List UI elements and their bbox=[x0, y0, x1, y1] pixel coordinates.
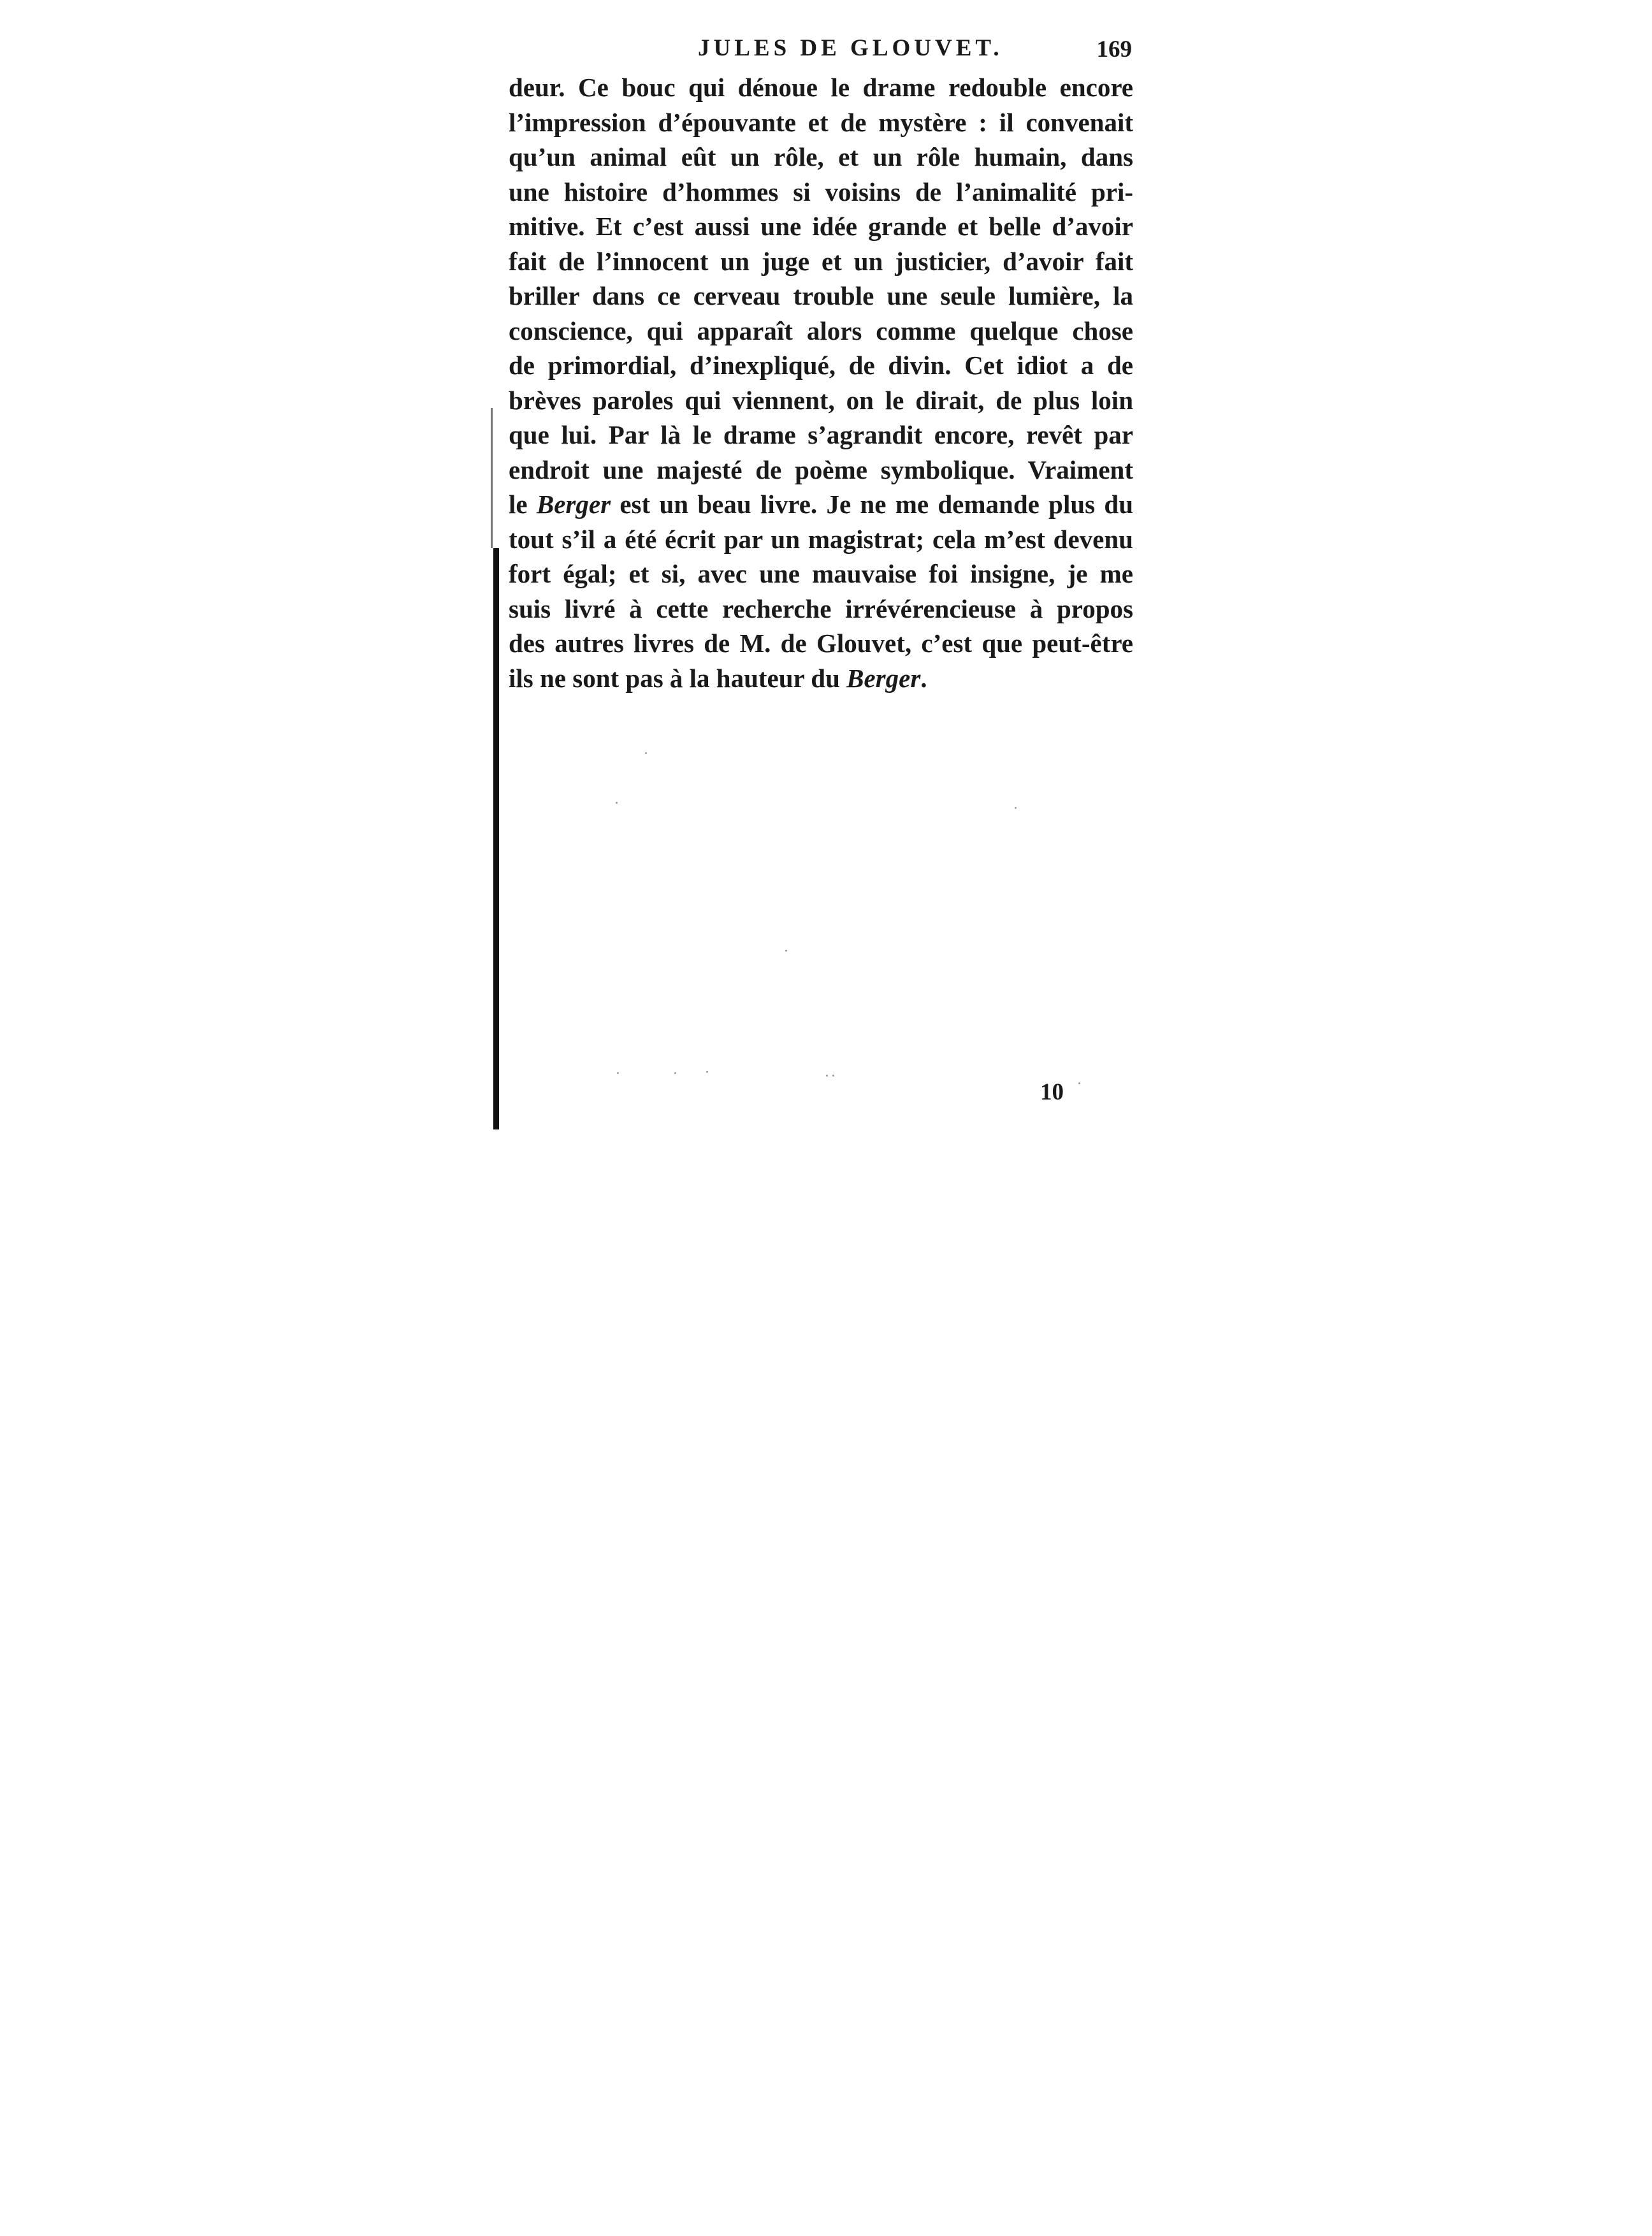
text-line-last bbox=[509, 661, 1133, 696]
text-line: deur. Ce bouc qui dénoue le drame redouble encore bbox=[509, 73, 1133, 102]
paper-speck bbox=[1015, 807, 1017, 809]
text-run: est un beau livre. Je ne me demande plus du bbox=[611, 490, 1133, 519]
paper-speck bbox=[616, 802, 618, 804]
italic-title: Berger bbox=[536, 490, 611, 519]
text-line: fort égal; et si, avec une mauvaise foi insigne, je me bbox=[509, 559, 1133, 588]
text-line: brèves paroles qui viennent, on le dirait, de plus loin bbox=[509, 385, 1133, 415]
text-line: endroit une majesté de poème symbolique. Vraiment bbox=[509, 454, 1133, 484]
signature-mark: 10 bbox=[1040, 1079, 1064, 1105]
text-line: l’impression d’épouvante et de mystère : il convenait bbox=[509, 107, 1133, 137]
text-line bbox=[509, 487, 1133, 522]
paper-speck bbox=[826, 1075, 828, 1077]
text-line: mitive. Et c’est aussi une idée grande et belle d’avoir bbox=[509, 212, 1133, 241]
text-line: de primordial, d’inexpliqué, de divin. Cet idiot a de bbox=[509, 351, 1133, 380]
text-line: suis livré à cette recherche irrévérencieuse à propos bbox=[509, 593, 1133, 623]
text-line: conscience, qui apparaît alors comme quelque chose bbox=[509, 316, 1133, 345]
running-title: JULES DE GLOUVET. bbox=[698, 35, 1003, 61]
text-line: que lui. Par là le drame s’agrandit encore, revêt par bbox=[509, 420, 1133, 449]
binding-edge-rule bbox=[493, 548, 499, 1129]
running-head bbox=[510, 34, 1147, 73]
paper-speck bbox=[674, 1072, 676, 1074]
paper-speck bbox=[706, 1071, 708, 1073]
paper-speck bbox=[1078, 1082, 1080, 1084]
page-number: 169 bbox=[1096, 36, 1132, 62]
text-line: fait de l’innocent un juge et un justicier, d’avoir fait bbox=[509, 246, 1133, 276]
paper-speck bbox=[785, 950, 787, 952]
text-line: des autres livres de M. de Glouvet, c’est que peut-être bbox=[509, 628, 1133, 658]
text-run: ils ne sont pas à la hauteur du bbox=[509, 663, 847, 693]
paper-speck bbox=[832, 1075, 834, 1077]
paper-speck bbox=[645, 752, 647, 754]
text-line: briller dans ce cerveau trouble une seule lumière, la bbox=[509, 281, 1133, 310]
text-line: qu’un animal eût un rôle, et un rôle humain, dans bbox=[509, 142, 1133, 171]
body-paragraph bbox=[509, 70, 1133, 695]
paper-speck bbox=[617, 1072, 619, 1074]
binding-edge-shadow bbox=[491, 408, 493, 548]
text-run: le bbox=[509, 490, 537, 519]
text-run: . bbox=[920, 663, 927, 693]
italic-title: Berger bbox=[846, 663, 921, 693]
text-line: une histoire d’hommes si voisins de l’animalité pri- bbox=[509, 177, 1133, 207]
text-line: tout s’il a été écrit par un magistrat; cela m’est devenu bbox=[509, 524, 1133, 554]
